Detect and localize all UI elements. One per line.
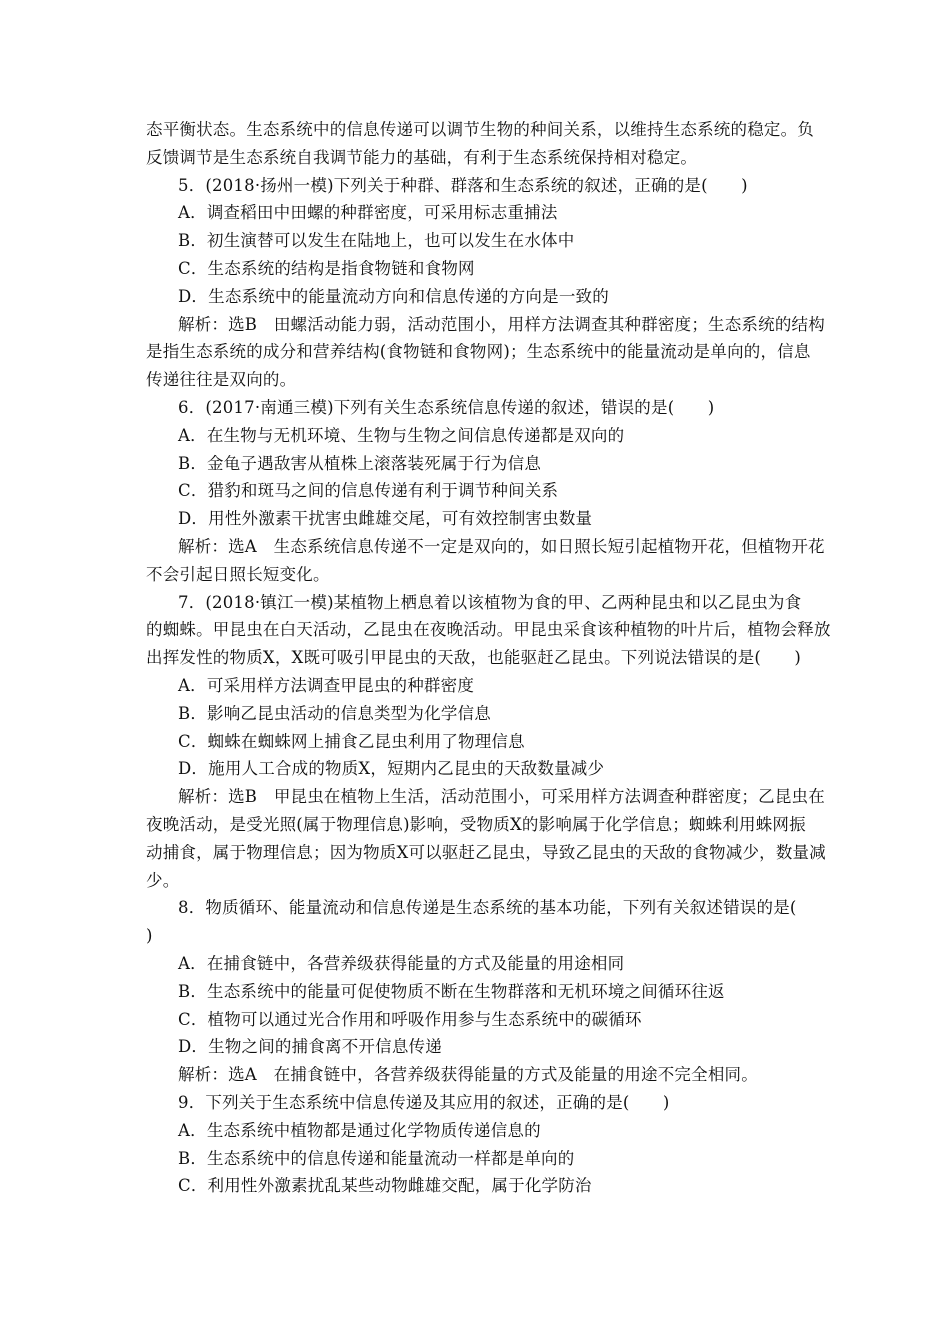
text-line: C．生态系统的结构是指食物链和食物网 <box>178 259 475 278</box>
text-line: B．生态系统中的能量可促使物质不断在生物群落和无机环境之间循环往返 <box>178 981 725 1001</box>
text-line: 8．物质循环、能量流动和信息传递是生态系统的基本功能，下列有关叙述错误的是( <box>178 898 797 918</box>
text-line: 6．(2017·南通三模)下列有关生态系统信息传递的叙述，错误的是( ) <box>178 398 715 417</box>
text-line: B．金龟子遇敌害从植株上滚落装死属于行为信息 <box>178 453 542 473</box>
text-line: 动捕食，属于物理信息；因为物质X可以驱赶乙昆虫，导致乙昆虫的天敌的食物减少，数量减 <box>146 842 826 862</box>
text-line: C．猎豹和斑马之间的信息传递有利于调节种间关系 <box>178 481 559 501</box>
text-line: D．施用人工合成的物质X，短期内乙昆虫的天敌数量减少 <box>178 759 605 779</box>
text-line: A．可采用样方法调查甲昆虫的种群密度 <box>178 676 475 695</box>
text-line: 解析：选B 甲昆虫在植物上生活，活动范围小，可采用样方法调查种群密度；乙昆虫在 <box>178 787 825 807</box>
text-line: 7．(2018·镇江一模)某植物上栖息着以该植物为食的甲、乙两种昆虫和以乙昆虫为食 <box>178 592 802 612</box>
text-line: 反馈调节是生态系统自我调节能力的基础，有利于生态系统保持相对稳定。 <box>146 147 698 167</box>
text-line: 夜晚活动，是受光照(属于物理信息)影响，受物质X的影响属于化学信息；蜘蛛利用蛛网振 <box>146 815 806 834</box>
text-line: A．在捕食链中，各营养级获得能量的方式及能量的用途相同 <box>178 954 625 973</box>
text-line: D．生态系统中的能量流动方向和信息传递的方向是一致的 <box>178 286 609 306</box>
text-line: B．初生演替可以发生在陆地上，也可以发生在水体中 <box>178 231 575 251</box>
text-line: 解析：选B 田螺活动能力弱，活动范围小，用样方法调查其种群密度；生态系统的结构 <box>178 314 825 334</box>
text-line: ) <box>146 926 153 946</box>
text-line: 9．下列关于生态系统中信息传递及其应用的叙述，正确的是( ) <box>178 1093 670 1112</box>
text-line: 出挥发性的物质X，X既可吸引甲昆虫的天敌，也能驱赶乙昆虫。下列说法错误的是( ) <box>146 648 802 668</box>
text-line: C．蜘蛛在蜘蛛网上捕食乙昆虫利用了物理信息 <box>178 731 525 751</box>
text-line: A．调查稻田中田螺的种群密度，可采用标志重捕法 <box>178 203 558 223</box>
text-line: 传递往往是双向的。 <box>146 370 297 390</box>
text-line: A．生态系统中植物都是通过化学物质传递信息的 <box>178 1120 541 1140</box>
text-line: 5．(2018·扬州一模)下列关于种群、群落和生态系统的叙述，正确的是( ) <box>178 175 748 195</box>
text-line: 少。 <box>146 870 180 890</box>
text-line: B．影响乙昆虫活动的信息类型为化学信息 <box>178 703 491 723</box>
text-line: 解析：选A 生态系统信息传递不一定是双向的，如日照长短引起植物开花，但植物开花 <box>178 537 825 556</box>
text-line: D．生物之间的捕食离不开信息传递 <box>178 1037 442 1057</box>
text-line: D．用性外激素干扰害虫雌雄交尾，可有效控制害虫数量 <box>178 509 593 529</box>
text-line: B．生态系统中的信息传递和能量流动一样都是单向的 <box>178 1148 575 1168</box>
text-line: 的蜘蛛。甲昆虫在白天活动，乙昆虫在夜晚活动。甲昆虫采食该种植物的叶片后，植物会释放 <box>146 620 831 640</box>
text-line: A．在生物与无机环境、生物与生物之间信息传递都是双向的 <box>178 425 625 445</box>
text-line: 态平衡状态。生态系统中的信息传递可以调节生物的种间关系，以维持生态系统的稳定。负 <box>146 120 814 139</box>
text-line: 解析：选A 在捕食链中，各营养级获得能量的方式及能量的用途不完全相同。 <box>178 1065 758 1085</box>
text-line: 不会引起日照长短变化。 <box>146 564 330 584</box>
text-line: C．利用性外激素扰乱某些动物雌雄交配，属于化学防治 <box>178 1176 592 1196</box>
text-line: C．植物可以通过光合作用和呼吸作用参与生态系统中的碳循环 <box>178 1009 642 1029</box>
text-line: 是指生态系统的成分和营养结构(食物链和食物网)；生态系统中的能量流动是单向的，信息 <box>146 342 811 362</box>
